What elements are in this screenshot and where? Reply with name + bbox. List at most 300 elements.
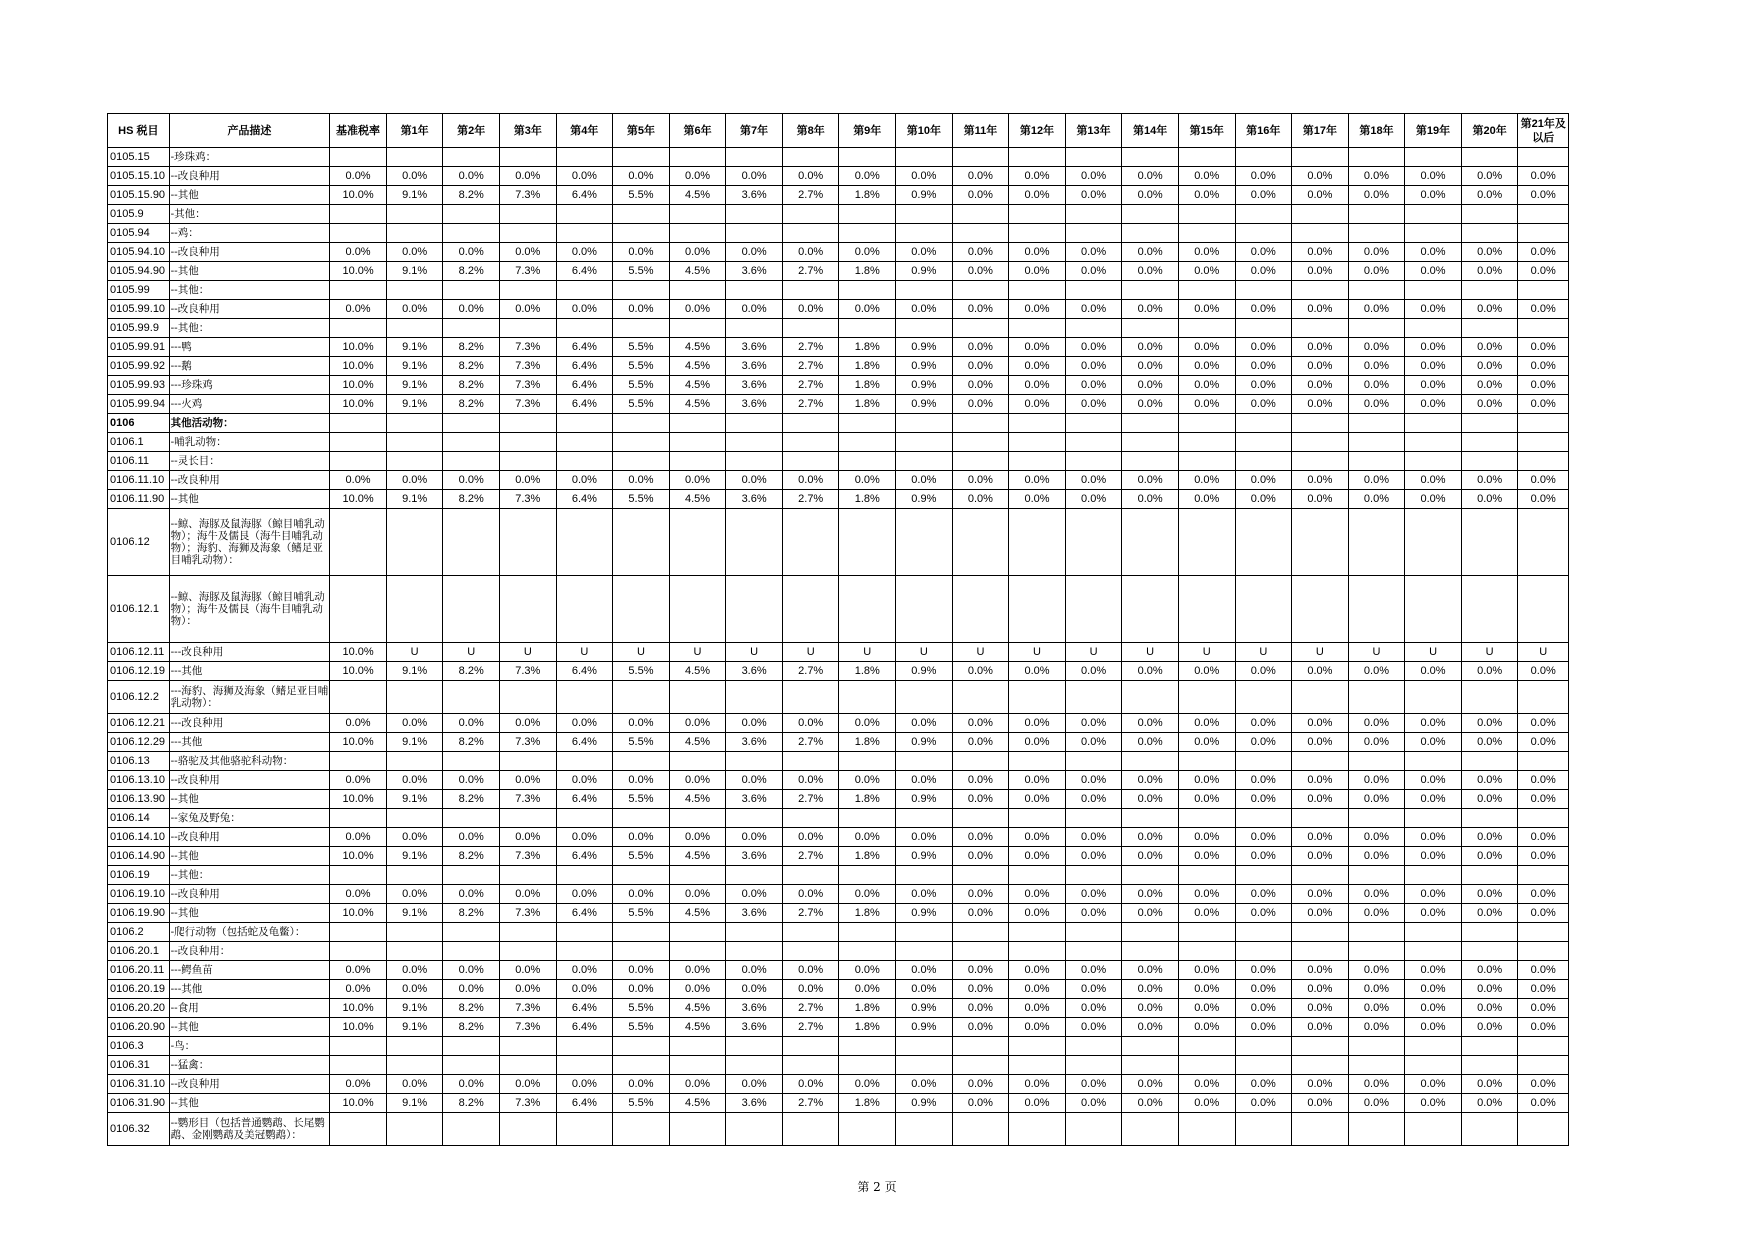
year-rate-cell (1405, 809, 1462, 828)
year-rate-cell: 0.0% (1348, 714, 1405, 733)
year-rate-cell: 6.4% (556, 376, 613, 395)
base-rate-cell: 10.0% (330, 338, 387, 357)
year-rate-cell: 0.0% (669, 471, 726, 490)
year-rate-cell (1461, 319, 1518, 338)
product-description-cell: --骆驼及其他骆驼科动物： (169, 752, 330, 771)
table-row (108, 923, 1569, 942)
year-rate-cell: U (896, 643, 953, 662)
year-rate-cell (1461, 1056, 1518, 1075)
year-rate-cell (669, 281, 726, 300)
year-rate-cell (1461, 866, 1518, 885)
year-rate-cell: 0.0% (1405, 167, 1462, 186)
year-rate-cell (1461, 509, 1518, 576)
year-rate-cell (952, 576, 1009, 643)
table-row (108, 395, 1569, 414)
column-header: 第2年 (443, 114, 500, 148)
year-rate-cell (1009, 576, 1066, 643)
year-rate-cell (1178, 1056, 1235, 1075)
year-rate-cell (1122, 923, 1179, 942)
year-rate-cell (613, 224, 670, 243)
year-rate-cell: 0.0% (556, 885, 613, 904)
table-row (108, 828, 1569, 847)
year-rate-cell: 0.0% (1405, 376, 1462, 395)
column-header: 第20年 (1461, 114, 1518, 148)
year-rate-cell: U (1518, 643, 1569, 662)
table-row (108, 885, 1569, 904)
year-rate-cell: 0.9% (896, 376, 953, 395)
product-description-cell: ---珍珠鸡 (169, 376, 330, 395)
year-rate-cell: 0.0% (556, 471, 613, 490)
base-rate-cell (330, 866, 387, 885)
year-rate-cell: 1.8% (839, 376, 896, 395)
hs-code-cell: 0106.14.10 (108, 828, 170, 847)
year-rate-cell: 0.0% (782, 885, 839, 904)
year-rate-cell: 0.0% (1518, 885, 1569, 904)
year-rate-cell (500, 224, 557, 243)
year-rate-cell: 0.0% (1348, 338, 1405, 357)
year-rate-cell (1292, 319, 1349, 338)
year-rate-cell (839, 809, 896, 828)
year-rate-cell: 8.2% (443, 847, 500, 866)
year-rate-cell: 7.3% (500, 662, 557, 681)
column-header: 第16年 (1235, 114, 1292, 148)
year-rate-cell: 0.0% (896, 167, 953, 186)
table-row (108, 414, 1569, 433)
year-rate-cell (556, 1037, 613, 1056)
year-rate-cell (782, 224, 839, 243)
year-rate-cell (1348, 752, 1405, 771)
year-rate-cell (782, 433, 839, 452)
year-rate-cell: 0.0% (1009, 847, 1066, 866)
base-rate-cell (330, 509, 387, 576)
year-rate-cell (1292, 414, 1349, 433)
year-rate-cell (1461, 809, 1518, 828)
product-description-cell: --其他 (169, 904, 330, 923)
year-rate-cell: 0.0% (500, 714, 557, 733)
year-rate-cell (896, 752, 953, 771)
hs-code-cell: 0106.11.90 (108, 490, 170, 509)
year-rate-cell (1178, 319, 1235, 338)
year-rate-cell: 9.1% (386, 1094, 443, 1113)
year-rate-cell: 0.9% (896, 186, 953, 205)
year-rate-cell: 7.3% (500, 490, 557, 509)
table-row (108, 262, 1569, 281)
year-rate-cell: 0.0% (1009, 338, 1066, 357)
year-rate-cell: 5.5% (613, 357, 670, 376)
year-rate-cell (556, 1113, 613, 1146)
year-rate-cell (1348, 576, 1405, 643)
year-rate-cell (500, 923, 557, 942)
table-row (108, 148, 1569, 167)
year-rate-cell: 0.0% (1178, 300, 1235, 319)
year-rate-cell: 0.0% (1518, 714, 1569, 733)
year-rate-cell: 0.0% (1292, 1018, 1349, 1037)
year-rate-cell: 0.0% (613, 471, 670, 490)
year-rate-cell: 3.6% (726, 186, 783, 205)
year-rate-cell: 0.0% (782, 714, 839, 733)
year-rate-cell: 7.3% (500, 904, 557, 923)
year-rate-cell: 0.0% (1518, 357, 1569, 376)
year-rate-cell (1348, 433, 1405, 452)
year-rate-cell: 0.0% (952, 999, 1009, 1018)
table-row (108, 866, 1569, 885)
year-rate-cell (1235, 319, 1292, 338)
product-description-cell: --其他： (169, 866, 330, 885)
year-rate-cell: 0.0% (1009, 243, 1066, 262)
year-rate-cell: 0.0% (1178, 357, 1235, 376)
year-rate-cell (1461, 576, 1518, 643)
year-rate-cell: 2.7% (782, 1018, 839, 1037)
year-rate-cell: 2.7% (782, 790, 839, 809)
year-rate-cell (952, 452, 1009, 471)
year-rate-cell (386, 148, 443, 167)
year-rate-cell (839, 224, 896, 243)
table-row (108, 243, 1569, 262)
year-rate-cell (1405, 205, 1462, 224)
year-rate-cell: 0.0% (1518, 490, 1569, 509)
hs-code-cell: 0106.11.10 (108, 471, 170, 490)
year-rate-cell (1009, 1056, 1066, 1075)
year-rate-cell (1122, 148, 1179, 167)
product-description-cell: --改良种用 (169, 885, 330, 904)
year-rate-cell: 0.0% (1235, 999, 1292, 1018)
year-rate-cell (613, 509, 670, 576)
year-rate-cell: 1.8% (839, 490, 896, 509)
year-rate-cell: 0.0% (613, 1075, 670, 1094)
column-header: 第14年 (1122, 114, 1179, 148)
year-rate-cell: 0.0% (952, 376, 1009, 395)
year-rate-cell: 7.3% (500, 790, 557, 809)
year-rate-cell (386, 433, 443, 452)
hs-code-cell: 0106.12.1 (108, 576, 170, 643)
year-rate-cell (1405, 942, 1462, 961)
product-description-cell: ---其他 (169, 733, 330, 752)
year-rate-cell (839, 942, 896, 961)
year-rate-cell (896, 224, 953, 243)
hs-code-cell: 0106.12.2 (108, 681, 170, 714)
year-rate-cell (669, 576, 726, 643)
hs-code-cell: 0105.15 (108, 148, 170, 167)
year-rate-cell: 8.2% (443, 376, 500, 395)
table-row (108, 338, 1569, 357)
table-row (108, 961, 1569, 980)
year-rate-cell: 0.0% (1461, 376, 1518, 395)
year-rate-cell (1235, 1056, 1292, 1075)
year-rate-cell (443, 1113, 500, 1146)
year-rate-cell: 9.1% (386, 490, 443, 509)
base-rate-cell: 0.0% (330, 243, 387, 262)
year-rate-cell: 0.0% (1235, 790, 1292, 809)
year-rate-cell: 0.0% (952, 300, 1009, 319)
year-rate-cell: 4.5% (669, 662, 726, 681)
year-rate-cell (782, 1037, 839, 1056)
year-rate-cell (1292, 681, 1349, 714)
year-rate-cell: 0.0% (443, 714, 500, 733)
table-row (108, 681, 1569, 714)
year-rate-cell: 0.0% (1405, 1018, 1462, 1037)
year-rate-cell (443, 866, 500, 885)
year-rate-cell: 0.0% (386, 167, 443, 186)
base-rate-cell (330, 319, 387, 338)
year-rate-cell (613, 1113, 670, 1146)
year-rate-cell: 9.1% (386, 186, 443, 205)
year-rate-cell (1461, 923, 1518, 942)
base-rate-cell (330, 809, 387, 828)
year-rate-cell (1518, 319, 1569, 338)
year-rate-cell: 0.0% (669, 828, 726, 847)
year-rate-cell (896, 148, 953, 167)
year-rate-cell (386, 319, 443, 338)
year-rate-cell (1348, 509, 1405, 576)
year-rate-cell: 0.0% (952, 733, 1009, 752)
year-rate-cell: 9.1% (386, 395, 443, 414)
year-rate-cell: 0.0% (669, 961, 726, 980)
year-rate-cell (1235, 942, 1292, 961)
year-rate-cell: 0.0% (1461, 1094, 1518, 1113)
product-description-cell: --其他 (169, 186, 330, 205)
year-rate-cell: 0.0% (443, 243, 500, 262)
year-rate-cell (1235, 752, 1292, 771)
year-rate-cell (669, 205, 726, 224)
year-rate-cell: 0.0% (1235, 376, 1292, 395)
year-rate-cell: 1.8% (839, 904, 896, 923)
table-row (108, 1037, 1569, 1056)
year-rate-cell: 0.0% (1122, 999, 1179, 1018)
year-rate-cell (1518, 509, 1569, 576)
year-rate-cell: 0.0% (726, 771, 783, 790)
year-rate-cell (952, 1113, 1009, 1146)
year-rate-cell: 4.5% (669, 904, 726, 923)
year-rate-cell: 8.2% (443, 1018, 500, 1037)
year-rate-cell (1405, 681, 1462, 714)
year-rate-cell (669, 1113, 726, 1146)
year-rate-cell: 9.1% (386, 904, 443, 923)
year-rate-cell: 0.9% (896, 262, 953, 281)
year-rate-cell: U (443, 643, 500, 662)
year-rate-cell: 0.0% (1122, 1094, 1179, 1113)
year-rate-cell: 0.0% (1065, 847, 1122, 866)
year-rate-cell: 0.0% (1009, 376, 1066, 395)
year-rate-cell (1518, 809, 1569, 828)
year-rate-cell (1348, 281, 1405, 300)
year-rate-cell: 0.0% (1518, 662, 1569, 681)
year-rate-cell: 0.0% (782, 167, 839, 186)
year-rate-cell (1235, 1113, 1292, 1146)
year-rate-cell: 0.0% (613, 300, 670, 319)
base-rate-cell: 10.0% (330, 1018, 387, 1037)
year-rate-cell: 0.9% (896, 999, 953, 1018)
year-rate-cell: 0.0% (1348, 771, 1405, 790)
year-rate-cell (839, 752, 896, 771)
year-rate-cell: 0.0% (1235, 847, 1292, 866)
year-rate-cell (500, 576, 557, 643)
year-rate-cell (726, 281, 783, 300)
year-rate-cell: 0.0% (1405, 885, 1462, 904)
year-rate-cell: 3.6% (726, 357, 783, 376)
year-rate-cell (952, 923, 1009, 942)
year-rate-cell: 2.7% (782, 733, 839, 752)
year-rate-cell: 0.0% (896, 961, 953, 980)
year-rate-cell (1178, 681, 1235, 714)
year-rate-cell: 0.9% (896, 1094, 953, 1113)
year-rate-cell: 0.0% (726, 471, 783, 490)
year-rate-cell: 0.0% (1065, 471, 1122, 490)
year-rate-cell (1065, 414, 1122, 433)
hs-code-cell: 0106.11 (108, 452, 170, 471)
base-rate-cell: 10.0% (330, 186, 387, 205)
year-rate-cell: 0.0% (1178, 714, 1235, 733)
year-rate-cell (1122, 1056, 1179, 1075)
year-rate-cell (839, 1113, 896, 1146)
year-rate-cell: 3.6% (726, 733, 783, 752)
year-rate-cell: 0.0% (1348, 1075, 1405, 1094)
year-rate-cell: 0.0% (1122, 662, 1179, 681)
year-rate-cell (726, 452, 783, 471)
year-rate-cell: 8.2% (443, 357, 500, 376)
year-rate-cell: 0.0% (1122, 885, 1179, 904)
year-rate-cell (386, 281, 443, 300)
year-rate-cell: 0.0% (1009, 300, 1066, 319)
base-rate-cell (330, 942, 387, 961)
table-row (108, 1113, 1569, 1146)
table-body (108, 148, 1569, 1146)
year-rate-cell (443, 224, 500, 243)
year-rate-cell: 0.0% (556, 980, 613, 999)
year-rate-cell (896, 205, 953, 224)
year-rate-cell: 0.0% (1235, 961, 1292, 980)
year-rate-cell: 0.0% (1065, 395, 1122, 414)
year-rate-cell: 0.0% (1461, 471, 1518, 490)
year-rate-cell (896, 942, 953, 961)
year-rate-cell: 3.6% (726, 1018, 783, 1037)
year-rate-cell: 0.0% (782, 300, 839, 319)
year-rate-cell: 2.7% (782, 904, 839, 923)
year-rate-cell: 0.0% (669, 771, 726, 790)
year-rate-cell (1461, 942, 1518, 961)
year-rate-cell: 0.0% (1235, 243, 1292, 262)
base-rate-cell: 0.0% (330, 885, 387, 904)
year-rate-cell: 0.0% (556, 243, 613, 262)
base-rate-cell: 0.0% (330, 714, 387, 733)
year-rate-cell: 0.0% (1065, 733, 1122, 752)
year-rate-cell: 0.0% (1405, 1094, 1462, 1113)
year-rate-cell: 0.0% (782, 771, 839, 790)
year-rate-cell: 2.7% (782, 490, 839, 509)
year-rate-cell (1405, 866, 1462, 885)
year-rate-cell (1122, 281, 1179, 300)
year-rate-cell (1348, 942, 1405, 961)
year-rate-cell: 0.0% (1348, 828, 1405, 847)
year-rate-cell (726, 509, 783, 576)
table-row (108, 904, 1569, 923)
year-rate-cell: 0.0% (1405, 999, 1462, 1018)
year-rate-cell: 0.0% (839, 300, 896, 319)
year-rate-cell (1235, 414, 1292, 433)
year-rate-cell: 0.0% (839, 961, 896, 980)
year-rate-cell: 6.4% (556, 1018, 613, 1037)
year-rate-cell: 0.0% (952, 1094, 1009, 1113)
year-rate-cell (726, 1056, 783, 1075)
year-rate-cell: 0.0% (1065, 300, 1122, 319)
year-rate-cell: 1.8% (839, 357, 896, 376)
year-rate-cell (386, 414, 443, 433)
year-rate-cell: 0.0% (896, 243, 953, 262)
year-rate-cell (1292, 576, 1349, 643)
year-rate-cell (613, 414, 670, 433)
year-rate-cell: 0.0% (1235, 904, 1292, 923)
year-rate-cell: 0.0% (443, 961, 500, 980)
product-description-cell: --其他 (169, 1018, 330, 1037)
year-rate-cell (782, 809, 839, 828)
year-rate-cell: 0.0% (1122, 357, 1179, 376)
year-rate-cell (952, 205, 1009, 224)
year-rate-cell: 7.3% (500, 357, 557, 376)
year-rate-cell: 2.7% (782, 999, 839, 1018)
year-rate-cell: 0.0% (1405, 662, 1462, 681)
year-rate-cell (1065, 1037, 1122, 1056)
hs-code-cell: 0105.94 (108, 224, 170, 243)
year-rate-cell (726, 681, 783, 714)
year-rate-cell: 0.0% (1461, 847, 1518, 866)
base-rate-cell: 0.0% (330, 828, 387, 847)
year-rate-cell (1122, 319, 1179, 338)
year-rate-cell: 9.1% (386, 662, 443, 681)
year-rate-cell (1235, 452, 1292, 471)
year-rate-cell: U (613, 643, 670, 662)
year-rate-cell: 0.0% (1348, 1094, 1405, 1113)
year-rate-cell: 5.5% (613, 490, 670, 509)
product-description-cell: -珍珠鸡： (169, 148, 330, 167)
year-rate-cell (1405, 1037, 1462, 1056)
year-rate-cell: 0.0% (952, 980, 1009, 999)
year-rate-cell: 0.0% (1009, 885, 1066, 904)
year-rate-cell: 0.0% (896, 885, 953, 904)
year-rate-cell (1009, 433, 1066, 452)
year-rate-cell (386, 923, 443, 942)
year-rate-cell: 0.9% (896, 357, 953, 376)
year-rate-cell: 0.0% (1122, 395, 1179, 414)
year-rate-cell (896, 414, 953, 433)
year-rate-cell (1122, 1037, 1179, 1056)
year-rate-cell: 0.0% (1122, 471, 1179, 490)
year-rate-cell (1292, 433, 1349, 452)
year-rate-cell: 0.0% (952, 186, 1009, 205)
year-rate-cell: 0.0% (839, 828, 896, 847)
year-rate-cell (726, 224, 783, 243)
hs-code-cell: 0106.32 (108, 1113, 170, 1146)
year-rate-cell: 0.0% (386, 714, 443, 733)
year-rate-cell (500, 1056, 557, 1075)
year-rate-cell: 0.0% (1292, 357, 1349, 376)
column-header: 产品描述 (169, 114, 330, 148)
hs-code-cell: 0105.99.93 (108, 376, 170, 395)
year-rate-cell: 0.0% (1405, 186, 1462, 205)
year-rate-cell (782, 866, 839, 885)
year-rate-cell (1348, 319, 1405, 338)
year-rate-cell (782, 509, 839, 576)
year-rate-cell (556, 923, 613, 942)
year-rate-cell (1461, 148, 1518, 167)
year-rate-cell: 8.2% (443, 395, 500, 414)
year-rate-cell: 0.0% (726, 828, 783, 847)
year-rate-cell: 8.2% (443, 1094, 500, 1113)
year-rate-cell: 0.0% (1461, 395, 1518, 414)
year-rate-cell (839, 923, 896, 942)
year-rate-cell: 0.0% (1009, 980, 1066, 999)
year-rate-cell: 0.0% (1235, 300, 1292, 319)
year-rate-cell: 0.0% (1235, 771, 1292, 790)
year-rate-cell: 0.0% (839, 1075, 896, 1094)
